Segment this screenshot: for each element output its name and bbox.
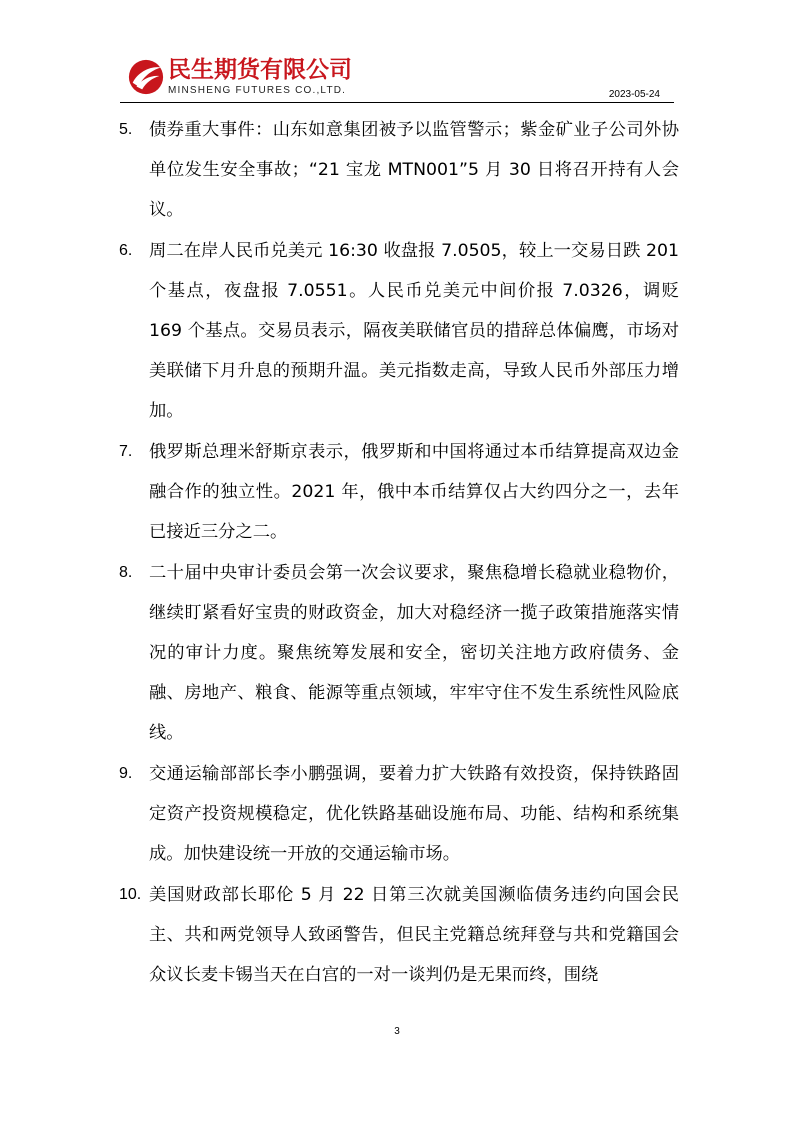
page-header xyxy=(120,54,674,103)
item-number: 7. xyxy=(119,443,133,460)
list-item xyxy=(119,553,679,753)
item-number: 9. xyxy=(119,765,133,782)
item-number: 10. xyxy=(119,886,142,903)
item-number: 8. xyxy=(119,564,133,581)
item-text: 交通运输部部长李小鹏强调，要着力扩大铁路有效投资，保持铁路固定资产投资规模稳定，优化铁路基础设施布局、功能、结构和系统集成。加快建设统一开放的交通运输市场。 xyxy=(149,764,679,864)
company-name-cn: 民生期货有限公司 xyxy=(168,57,352,83)
page-number: 3 xyxy=(394,1026,400,1037)
item-text: 债券重大事件：山东如意集团被予以监管警示；紫金矿业子公司外协单位发生安全事故；“21 宝龙 MTN001”5 月 30 日将召开持有人会议。 xyxy=(149,120,679,220)
list-item xyxy=(119,754,679,874)
list-item xyxy=(119,110,679,230)
item-text: 美国财政部长耶伦 5 月 22 日第三次就美国濒临债务违约向国会民主、共和两党领导人致函警告，但民主党籍总统拜登与共和党籍国会众议长麦卡锡当天在白宫的一对一谈判仍是无果而终，围绕 xyxy=(149,885,679,985)
report-date: 2023-05-24 xyxy=(608,89,660,100)
item-number: 5. xyxy=(119,121,133,138)
item-text: 俄罗斯总理米舒斯京表示，俄罗斯和中国将通过本币结算提高双边金融合作的独立性。2021 年，俄中本币结算仅占大约四分之一，去年已接近三分之二。 xyxy=(149,442,679,542)
news-list xyxy=(119,110,679,995)
item-number: 6. xyxy=(119,242,133,259)
company-name-en: MINSHENG FUTURES CO.,LTD. xyxy=(168,85,347,96)
list-item xyxy=(119,432,679,552)
list-item xyxy=(119,231,679,431)
list-item xyxy=(119,875,679,995)
minsheng-logo-icon xyxy=(127,58,165,96)
item-text: 周二在岸人民币兑美元 16:30 收盘报 7.0505，较上一交易日跌 201 个基点，夜盘报 7.0551。人民币兑美元中间价报 7.0326，调贬 169 个基点。交易员表示，隔夜美联储官员的措辞总体偏鹰，市场对美联储下月升息的预期升温。美元指数走高，导致人民币外部压力增加。 xyxy=(149,241,679,421)
item-text: 二十届中央审计委员会第一次会议要求，聚焦稳增长稳就业稳物价，继续盯紧看好宝贵的财政资金，加大对稳经济一揽子政策措施落实情况的审计力度。聚焦统筹发展和安全，密切关注地方政府债务、金融、房地产、粮食、能源等重点领域，牢牢守住不发生系统性风险底线。 xyxy=(149,563,679,743)
